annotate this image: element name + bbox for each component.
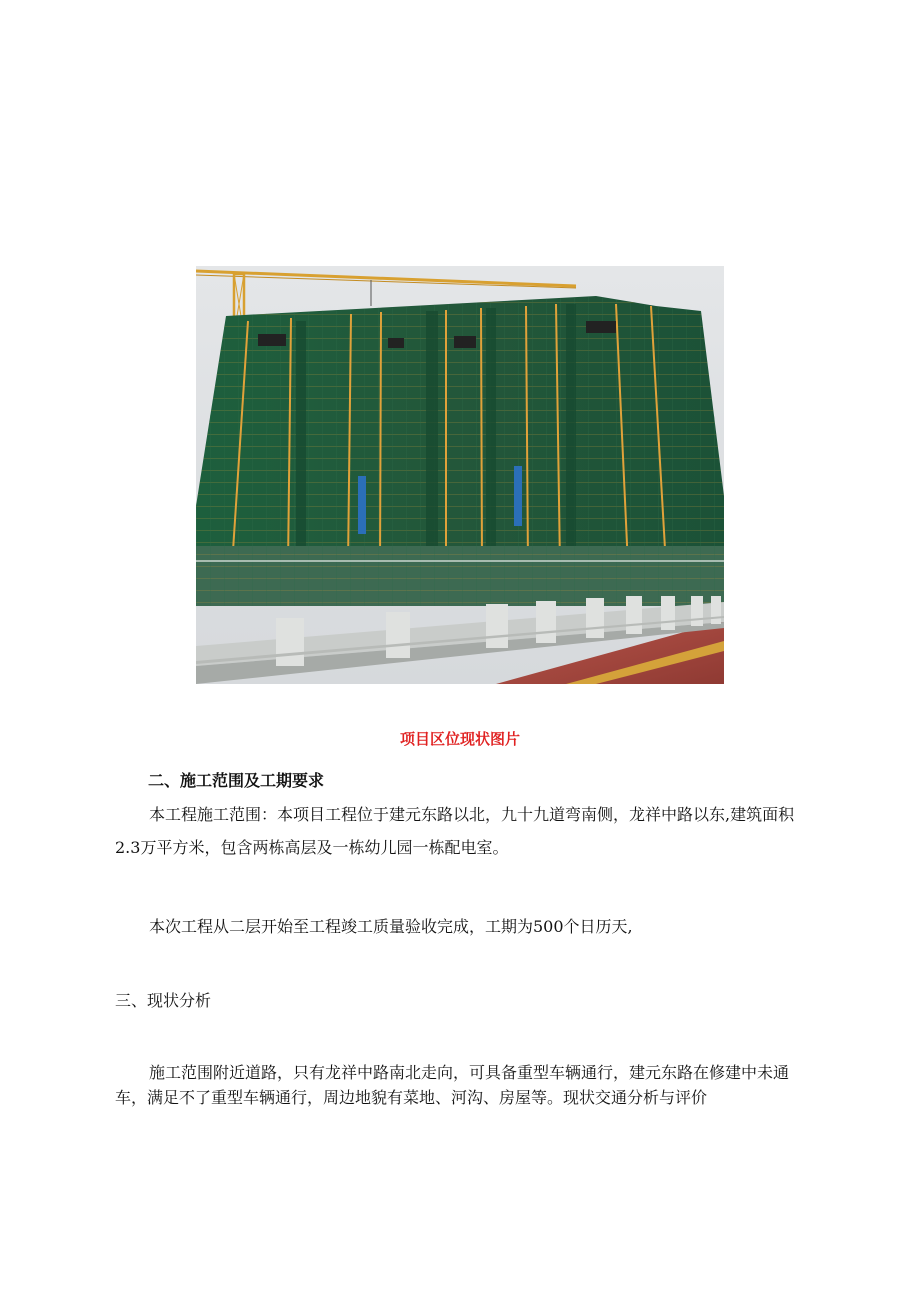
section-2-paragraph-1: 本工程施工范围：本项目工程位于建元东路以北，九十九道弯南侧，龙祥中路以东,建筑面积2.3万平方米，包含两栋高层及一栋幼儿园一栋配电室。 [115,805,795,857]
section-2-paragraph-2: 本次工程从二层开始至工程竣工质量验收完成，工期为500个日历天, [149,917,633,936]
photo-caption: 项目区位现状图片 [399,730,520,748]
section-2-title: 二、施工范围及工期要求 [148,771,325,790]
section-3-title: 三、现状分析 [115,991,212,1010]
blue-banner-right [514,466,522,526]
construction-building-illustration [196,266,724,684]
blue-banner-left [358,476,366,534]
section-3-paragraph-1: 施工范围附近道路，只有龙祥中路南北走向，可具备重型车辆通行，建元东路在修建中未通车，满足不了重型车辆通行，周边地貌有菜地、河沟、房屋等。现状交通分析与评价 [115,1063,790,1107]
construction-site-photo [196,266,724,684]
